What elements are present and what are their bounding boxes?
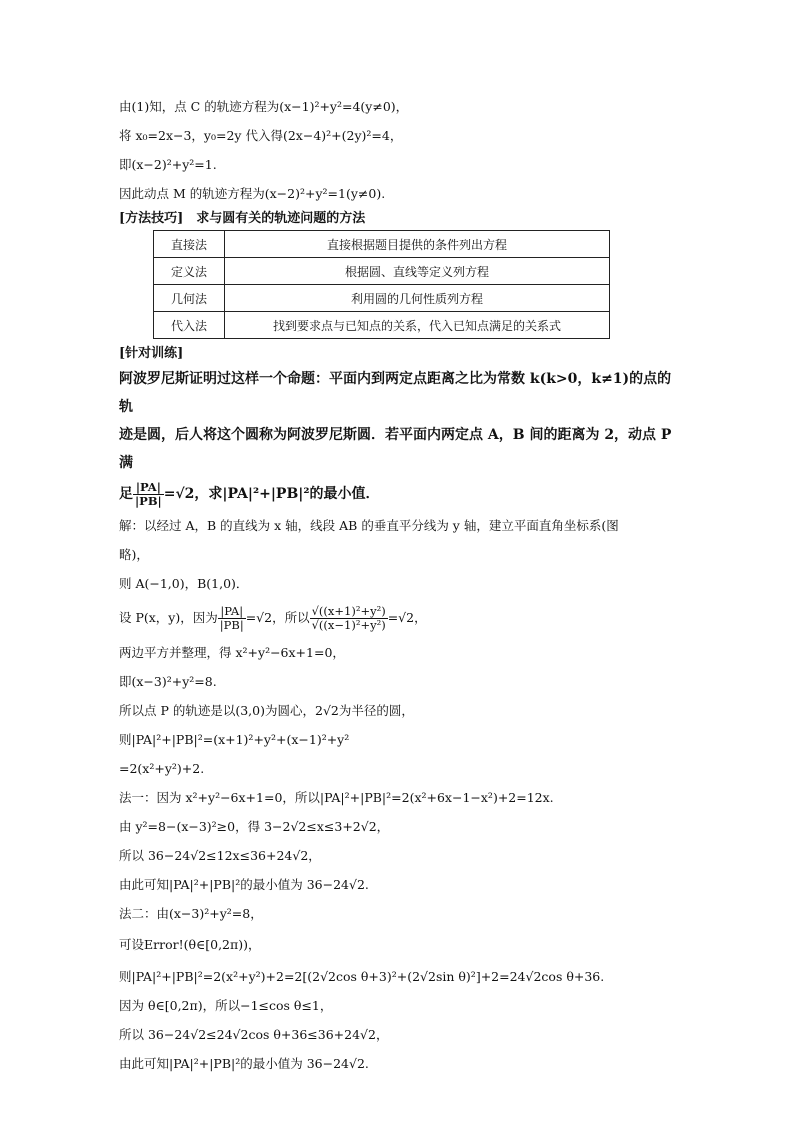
method-desc: 直接根据题目提供的条件列出方程: [225, 231, 610, 258]
text-line: 可设Error!(θ∈[0,2π))，: [119, 937, 261, 952]
practice-heading: [针对训练]: [119, 346, 184, 361]
table-row: [154, 231, 610, 258]
text-line: 由此可知|PA|²+|PB|²的最小值为 36−24√2.: [119, 1056, 369, 1071]
text-line: 所以 36−24√2≤24√2cos θ+36≤36+24√2，: [119, 1027, 389, 1042]
text-line: 所以 36−24√2≤12x≤36+24√2，: [119, 848, 321, 863]
text-line: 则|PA|²+|PB|²=(x+1)²+y²+(x−1)²+y²: [119, 732, 350, 747]
ratio-fraction: [133, 481, 164, 508]
problem-line: [119, 477, 679, 511]
text-line: 即(x−3)²+y²=8.: [119, 674, 217, 689]
text-line: 所以点 P 的轨迹是以(3,0)为圆心，2√2为半径的圆，: [119, 703, 414, 718]
fraction-denominator: |PB|: [135, 493, 162, 508]
problem-text: =√2，求|PA|²+|PB|²的最小值．: [163, 486, 380, 502]
text-line: 由此可知|PA|²+|PB|²的最小值为 36−24√2.: [119, 877, 369, 892]
methods-table: [153, 230, 610, 339]
text-line: 略)，: [119, 547, 149, 562]
text-line: 将 x₀=2x−3，y₀=2y 代入得(2x−4)²+(2y)²=4，: [119, 128, 403, 143]
ratio-fraction: [218, 605, 246, 632]
text-segment: =√2，所以: [245, 610, 310, 625]
text-segment: 设 P(x，y)，因为: [119, 610, 218, 625]
text-line: 由(1)知，点 C 的轨迹方程为(x−1)²+y²=4(y≠0)，: [119, 99, 409, 114]
text-line: 解：以经过 A，B 的直线为 x 轴，线段 AB 的垂直平分线为 y 轴，建立平面直角坐标系(图: [119, 518, 619, 533]
method-name: 代入法: [154, 312, 225, 339]
text-line: 即(x−2)²+y²=1.: [119, 157, 217, 172]
method-desc: 利用圆的几何性质列方程: [225, 285, 610, 312]
method-name: 几何法: [154, 285, 225, 312]
fraction-numerator: √((x+1)²+y²): [311, 604, 386, 618]
root-fraction: [310, 605, 388, 632]
method-desc: 根据圆、直线等定义列方程: [225, 258, 610, 285]
text-line: 因为 θ∈[0,2π)，所以−1≤cos θ≤1，: [119, 998, 333, 1013]
fraction-numerator: |PA|: [133, 481, 164, 495]
method-heading: [方法技巧] 求与圆有关的轨迹问题的方法: [119, 211, 366, 226]
text-line: 法二：由(x−3)²+y²=8，: [119, 906, 263, 921]
fraction-denominator: |PB|: [219, 618, 244, 632]
document-page: [119, 92, 679, 1078]
text-line: 两边平方并整理，得 x²+y²−6x+1=0，: [119, 645, 345, 660]
text-line: [119, 598, 679, 638]
table-row: [154, 285, 610, 312]
method-desc: 找到要求点与已知点的关系，代入已知点满足的关系式: [225, 312, 610, 339]
text-line: 法一：因为 x²+y²−6x+1=0，所以|PA|²+|PB|²=2(x²+6x−1−x²)+2=12x.: [119, 790, 554, 805]
method-name: 直接法: [154, 231, 225, 258]
text-line: 则|PA|²+|PB|²=2(x²+y²)+2=2[(2√2cos θ+3)²+(2√2sin θ)²]+2=24√2cos θ+36.: [119, 969, 605, 984]
method-name: 定义法: [154, 258, 225, 285]
table-row: [154, 258, 610, 285]
problem-line: 阿波罗尼斯证明过这样一个命题：平面内到两定点距离之比为常数 k(k>0，k≠1)的点的轨: [119, 371, 672, 415]
problem-line: 迹是圆，后人将这个圆称为阿波罗尼斯圆．若平面内两定点 A，B 间的距离为 2，动点 P 满: [119, 427, 672, 471]
text-segment: =√2，: [387, 610, 427, 625]
table-row: [154, 312, 610, 339]
text-line: 则 A(−1,0)，B(1,0)．: [119, 576, 249, 591]
fraction-numerator: |PA|: [218, 605, 246, 619]
text-line: 由 y²=8−(x−3)²≥0，得 3−2√2≤x≤3+2√2，: [119, 819, 390, 834]
text-line: =2(x²+y²)+2.: [119, 761, 205, 776]
text-line: 因此动点 M 的轨迹方程为(x−2)²+y²=1(y≠0).: [119, 186, 386, 201]
fraction-denominator: √((x−1)²+y²): [311, 618, 386, 632]
problem-text: 足: [119, 486, 133, 502]
